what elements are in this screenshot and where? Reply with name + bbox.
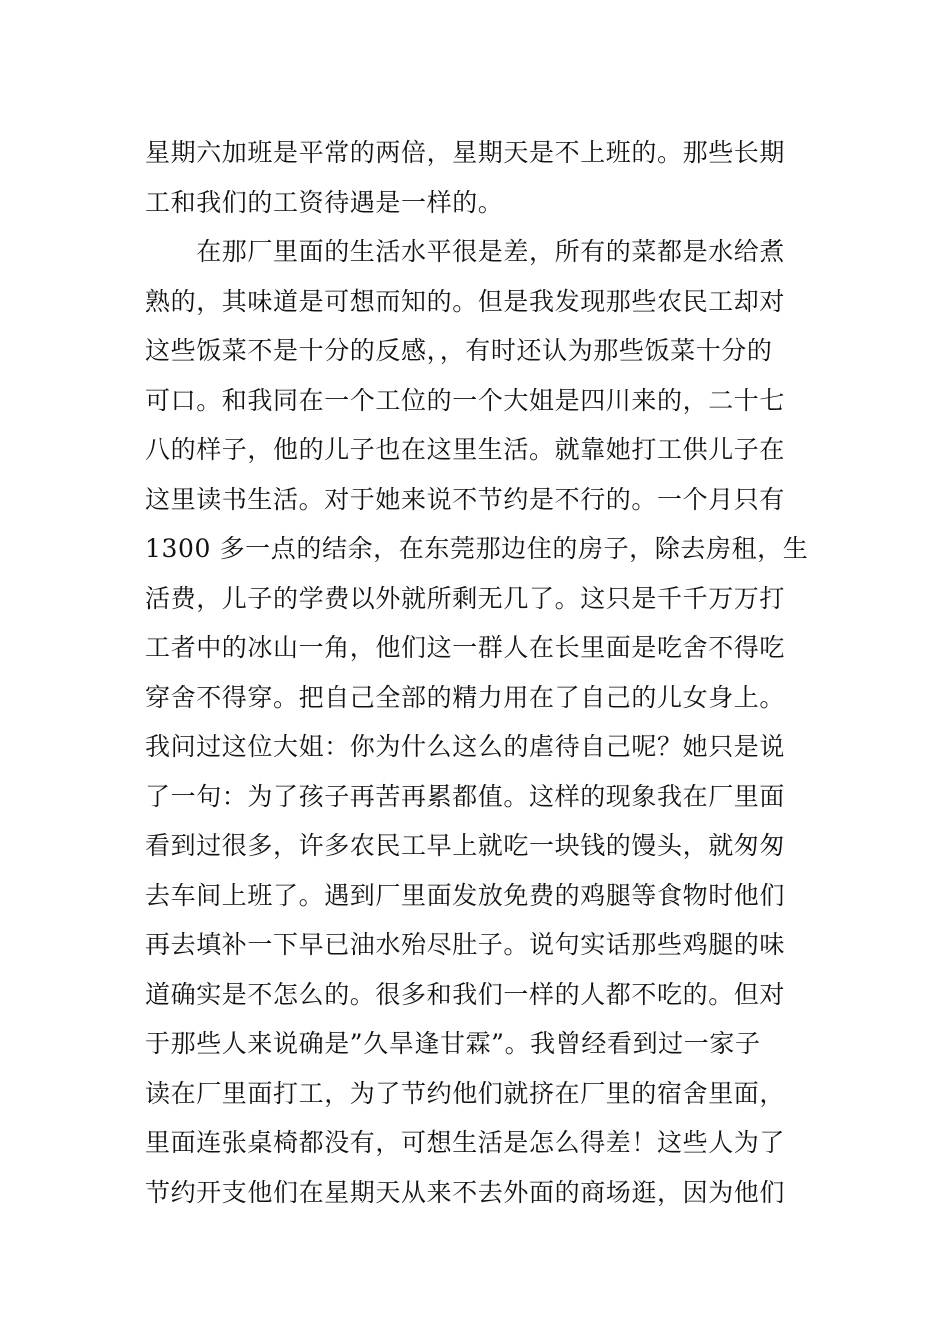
text-line: 星期六加班是平常的两倍，星期天是不上班的。那些长期 xyxy=(145,138,786,167)
text-line: 里面连张桌椅都没有，可想生活是怎么得差！这些人为了 xyxy=(145,1128,786,1157)
text-line: 于那些人来说确是”久旱逢甘霖”。我曾经看到过一家子 xyxy=(145,1029,761,1058)
text-line: 这些饭菜不是十分的反感，，有时还认为那些饭菜十分的 xyxy=(145,336,773,365)
text-line: 去车间上班了。遇到厂里面发放免费的鸡腿等食物时他们 xyxy=(145,880,786,910)
text-line: 我问过这位大姐：你为什么这么的虐待自己呢？她只是说 xyxy=(145,732,786,761)
text-line: 工和我们的工资待遇是一样的。 xyxy=(145,187,504,217)
text-line: 了一句：为了孩子再苦再累都值。这样的现象我在厂里面 xyxy=(145,781,786,811)
text-line: 工者中的冰山一角，他们这一群人在长里面是吃舍不得吃 xyxy=(145,633,786,662)
text-line: 道确实是不怎么的。很多和我们一样的人都不吃的。但对 xyxy=(145,979,786,1009)
text-line: 读在厂里面打工，为了节约他们就挤在厂里的宿舍里面， xyxy=(145,1078,786,1108)
text-line: 活费，儿子的学费以外就所剩无几了。这只是千千万万打 xyxy=(145,583,786,613)
text-line: 节约开支他们在星期天从来不去外面的商场逛，因为他们 xyxy=(145,1177,786,1207)
text-line: 再去填补一下早已油水殆尽肚子。说句实话那些鸡腿的味 xyxy=(145,930,786,959)
text-line: 穿舍不得穿。把自己全部的精力用在了自己的儿女身上。 xyxy=(145,682,786,712)
text-line: 八的样子，他的儿子也在这里生活。就靠她打工供儿子在 xyxy=(145,435,786,464)
body-text xyxy=(145,128,810,1217)
text-line: 熟的，其味道是可想而知的。但是我发现那些农民工却对 xyxy=(145,286,786,316)
text-line: 这里读书生活。对于她来说不节约是不行的。一个月只有 xyxy=(145,484,786,514)
text-line: 在那厂里面的生活水平很是差，所有的菜都是水给煮 xyxy=(145,237,786,266)
text-line: 可口。和我同在一个工位的一个大姐是四川来的，二十七 xyxy=(145,385,786,415)
text-line: 1300 多一点的结余，在东莞那边住的房子，除去房租，生 xyxy=(145,534,809,563)
text-line: 看到过很多，许多农民工早上就吃一块钱的馒头，就匆匆 xyxy=(145,831,786,860)
